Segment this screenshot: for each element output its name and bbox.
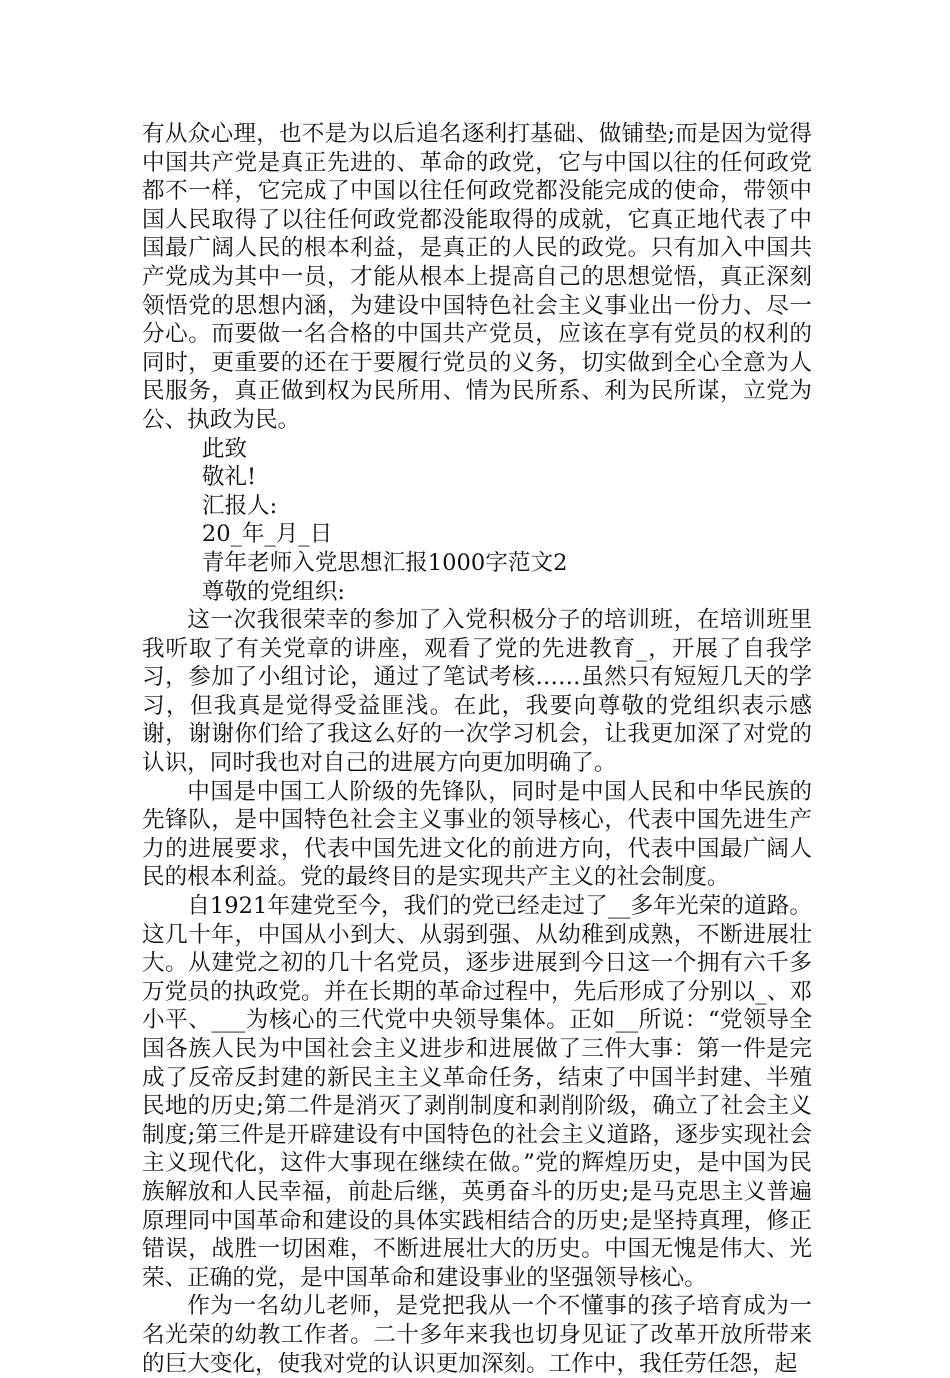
body-paragraph-1: 有从众心理，也不是为以后追名逐利打基础、做铺垫;而是因为觉得中国共产党是真正先进的、革命的政党，它与中国以往的任何政党都不一样，它完成了中国以往任何政党都没能完成的使命，带领中国人民取得了以往任何政党都没能取得的成就，它真正地代表了中国最广阔人民的根本利益，是真正的人民的政党。只有加入中国共产党成为其中一员，才能从根本上提高自己的思想觉悟，真正深刻领悟党的思想内涵，为建设中国特色社会主义事业出一份力、尽一分心。而要做一名合格的中国共产党员，应该在享有党员的权利的同时，更重要的还在于要履行党员的义务，切实做到全心全意为人民服务，真正做到权为民所用、情为民所系、利为民所谋，立党为公、执政为民。: [142, 121, 812, 433]
document-page: [142, 120, 812, 1378]
body-paragraph-4: 自1921年建党至今，我们的党已经走过了__多年光荣的道路。这几十年，中国从小到大、从弱到强、从幼稚到成熟，不断进展壮大。从建党之初的几十名党员，逐步进展到今日这一个拥有六千多万党员的执政党。并在长期的革命过程中，先后形成了分别以_、邓小平、___为核心的三代党中央领导集体。正如__所说：“党领导全国各族人民为中国社会主义进步和进展做了三件大事：第一件是完成了反帝反封建的新民主主义革命任务，结束了中国半封建、半殖民地的历史;第二件是消灭了剥削制度和剥削阶级，确立了社会主义制度;第三件是开辟建设有中国特色的社会主义道路，逐步实现社会主义现代化，这件大事现在继续在做。”党的辉煌历史，是中国为民族解放和人民幸福，前赴后继，英勇奋斗的历史;是马克思主义普遍原理同中国革命和建设的具体实践相结合的历史;是坚持真理，修正错误，战胜一切困难，不断进展壮大的历史。中国无愧是伟大、光荣、正确的党，是中国革命和建设事业的坚强领导核心。: [142, 893, 812, 1291]
body-paragraph-3: 中国是中国工人阶级的先锋队，同时是中国人民和中华民族的先锋队，是中国特色社会主义事业的领导核心，代表中国先进生产力的进展要求，代表中国先进文化的前进方向，代表中国最广阔人民的根本利益。党的最终目的是实现共产主义的社会制度。: [142, 778, 812, 891]
report-date: 20_年_月_日: [201, 521, 333, 548]
reporter-label: 汇报人:: [201, 492, 278, 519]
body-paragraph-2: 这一次我很荣幸的参加了入党积极分子的培训班，在培训班里我听取了有关党章的讲座，观看了党的先进教育_，开展了自我学习，参加了小组讨论，通过了笔试考核……虽然只有短短几天的学习，但我真是觉得受益匪浅。在此，我要向尊敬的党组织表示感谢，谢谢你们给了我这么好的一次学习机会，让我更加深了对党的认识，同时我也对自己的进展方向更加明确了。: [142, 607, 812, 777]
closing-jingli: 敬礼!: [201, 464, 257, 491]
section-title: 青年老师入党思想汇报1000字范文2: [201, 549, 568, 576]
salutation: 尊敬的党组织:: [201, 578, 346, 605]
body-paragraph-5: 作为一名幼儿老师，是党把我从一个不懂事的孩子培育成为一名光荣的幼教工作者。二十多年来我也切身见证了改革开放所带来的巨大变化，使我对党的认识更加深刻。工作中，我任劳任怨，起: [142, 1293, 812, 1377]
closing-cizhi: 此致: [201, 435, 248, 462]
